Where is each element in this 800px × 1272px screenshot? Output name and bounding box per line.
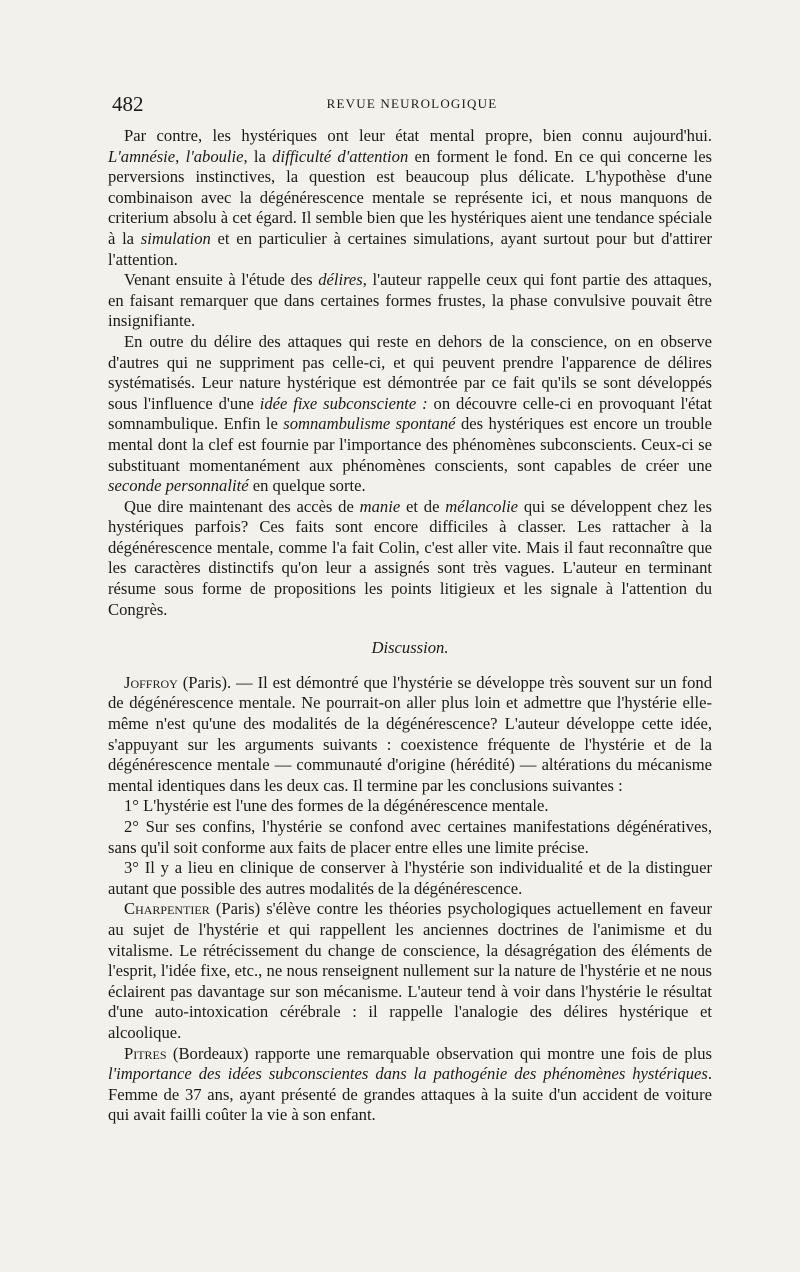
speaker-name: Pitres [124, 1043, 167, 1063]
paragraph: Que dire maintenant des accès de manie et de mélancolie qui se développent chez les hystériques parfois? Ces faits sont encore difficiles à classer. Les rattacher à la dégénérescence mentale, comme l'a fait Colin, c'est aller vite. Mais il faut reconnaître que les caractères distinctifs qu'on leur a assignés sont très vagues. L'auteur en terminant résume sous forme de propositions les points litigieux et les signale à l'attention du Congrès. [108, 496, 712, 619]
page-number: 482 [112, 92, 144, 116]
speaker-name: Joffroy [124, 672, 178, 692]
speaker-name: Charpentier [124, 899, 210, 919]
discussion-paragraph: Charpentier (Paris) s'élève contre les théories psychologiques actuellement en faveur au sujet de l'hystérie et qui rappellent les anciennes doctrines de l'animisme et du vitalisme. Le rétrécissement du change de conscience, la désagrégation des éléments de l'esprit, l'idée fixe, etc., ne nous renseignent nullement sur la nature de l'hystérie et ne nous éclairent pas davantage sur son mécanisme. L'auteur tend à voir dans l'hystérie le résultat d'une auto-intoxication cérébrale : il rappelle l'analogie des délires hystérique et alcoolique. [108, 899, 712, 1042]
section-heading: Discussion. [371, 638, 449, 658]
running-title: REVUE NEUROLOGIQUE [326, 96, 498, 111]
discussion-paragraph: Pitres (Bordeaux) rapporte une remarquable observation qui montre une fois de plus l'importance des idées subconscientes dans la pathogénie des phénomènes hystériques. Femme de 37 ans, ayant présenté de grandes attaques à la suite d'un accident de voiture qui avait failli coûter la vie à son enfant. [108, 1043, 712, 1125]
page-header [112, 92, 712, 116]
body-text [108, 126, 712, 1126]
discussion-paragraph: Joffroy (Paris). — Il est démontré que l'hystérie se développe très souvent sur un fond de dégénérescence mentale. Ne pourrait-on aller plus loin et admettre que l'hystérie elle-même n'est qu'une des modalités de la dégénérescence? L'auteur développe cette idée, s'appuyant sur les arguments suivants : coexistence fréquente de l'hystérie et de la dégénérescence mentale — communauté d'origine (hérédité) — altérations du mécanisme mental identiques dans les deux cas. Il termine par les conclusions suivantes : [108, 672, 712, 795]
conclusion-item: 1° L'hystérie est l'une des formes de la dégénérescence mentale. [124, 796, 549, 816]
paragraph: En outre du délire des attaques qui reste en dehors de la conscience, on en observe d'autres qui ne suppriment pas celle-ci, et qui peuvent prendre l'apparence de délires systématisés. Leur nature hystérique est démontrée par ce fait qu'ils se sont développés sous l'influence d'une idée fixe subconsciente : on découvre celle-ci en provoquant l'état somnambulique. Enfin le somnambulisme spontané des hystériques est encore un trouble mental dont la clef est fournie par l'importance des phénomènes subconscients. Ceux-ci se substituant momentanément aux phénomènes conscients, sont capables de créer une seconde personnalité en quelque sorte. [108, 331, 712, 496]
conclusion-item: 2° Sur ses confins, l'hystérie se confond avec certaines manifestations dégénératives, sans qu'il soit conforme aux faits de placer entre elles une limite précise. [108, 817, 712, 857]
paragraph: Par contre, les hystériques ont leur état mental propre, bien connu aujourd'hui. L'amnésie, l'aboulie, la difficulté d'attention en forment le fond. En ce qui concerne les perversions instinctives, la question est beaucoup plus délicate. L'hypothèse d'une combinaison avec la dégénérescence mentale se représente ici, et nous manquons de criterium absolu à cet égard. Il semble bien que les hystériques aient une tendance spéciale à la simulation et en particulier à certaines simulations, ayant surtout pour but d'attirer l'attention. [108, 126, 713, 269]
paragraph: Venant ensuite à l'étude des délires, l'auteur rappelle ceux qui font partie des attaques, en faisant remarquer que dans certaines formes frustes, la phase convulsive pouvait être insignifiante. [108, 270, 713, 331]
conclusion-item: 3° Il y a lieu en clinique de conserver à l'hystérie son individualité et de la distinguer autant que possible des autres modalités de la dégénérescence. [108, 858, 712, 898]
